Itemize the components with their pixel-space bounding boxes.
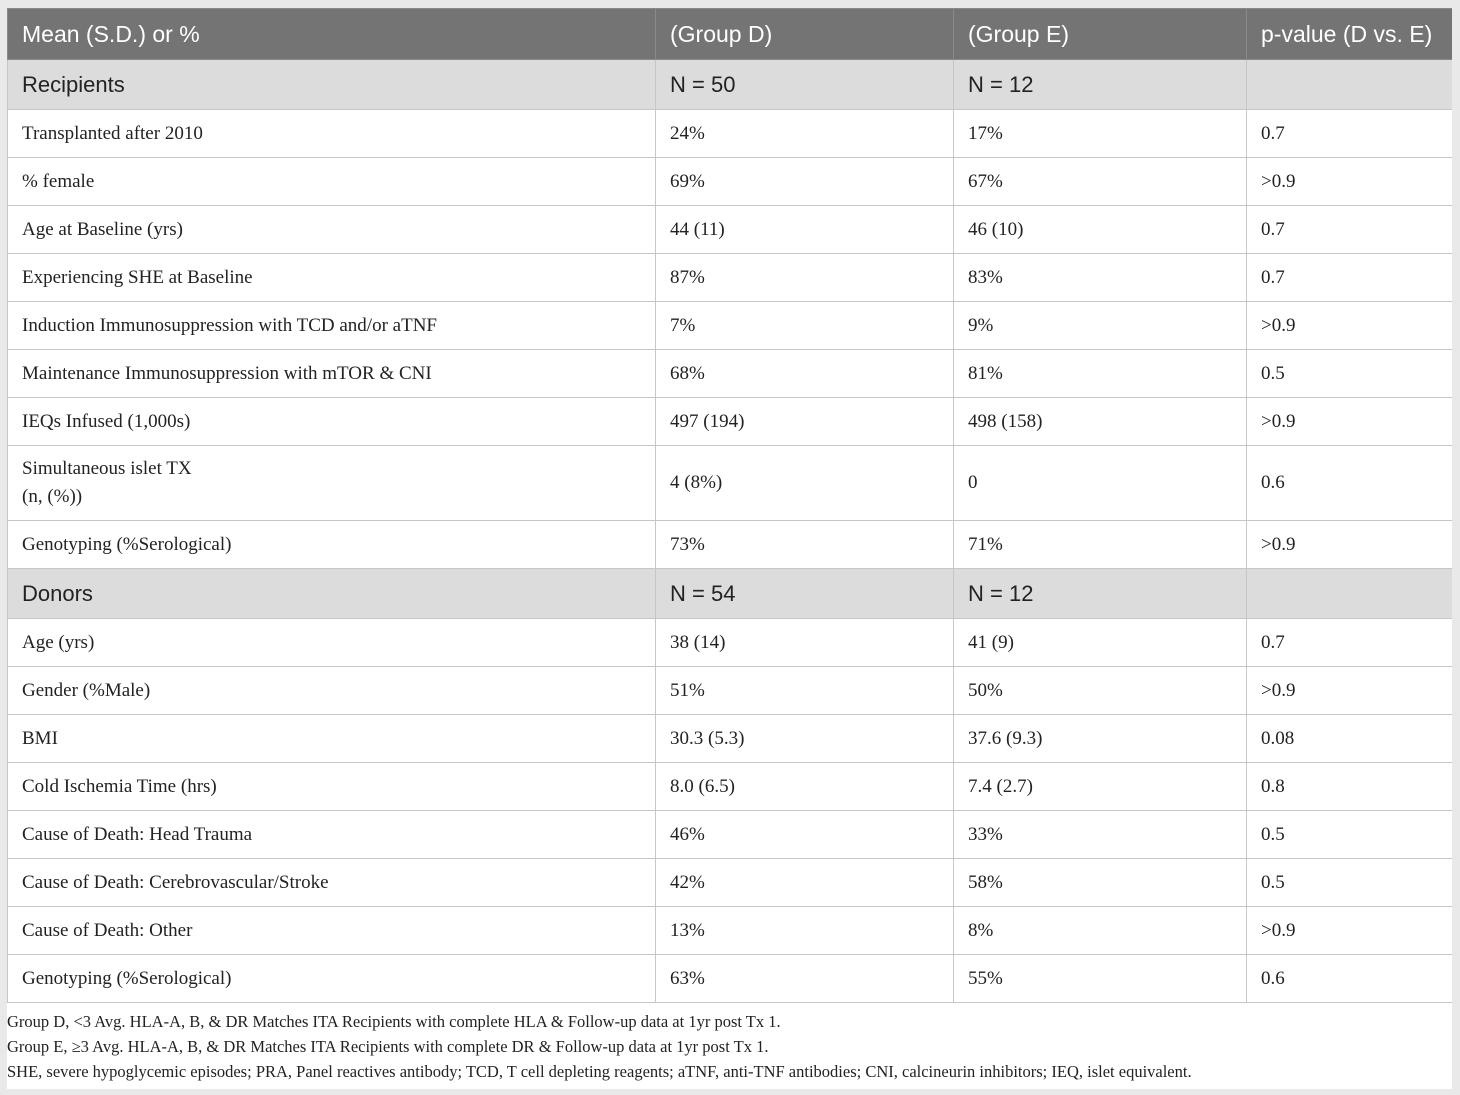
group-d-value: 73% xyxy=(656,521,954,569)
group-e-value: 41 (9) xyxy=(954,619,1247,667)
p-value: 0.7 xyxy=(1247,254,1453,302)
group-e-value: 55% xyxy=(954,955,1247,1003)
section-blank xyxy=(1247,569,1453,619)
group-d-value: 68% xyxy=(656,350,954,398)
header-row xyxy=(8,9,1453,60)
group-d-value: 46% xyxy=(656,811,954,859)
row-label: Induction Immunosuppression with TCD and/or aTNF xyxy=(8,302,656,350)
row-label: IEQs Infused (1,000s) xyxy=(8,398,656,446)
row-label: Experiencing SHE at Baseline xyxy=(8,254,656,302)
p-value: >0.9 xyxy=(1247,398,1453,446)
row-label: Gender (%Male) xyxy=(8,667,656,715)
row-label: % female xyxy=(8,158,656,206)
group-d-value: 87% xyxy=(656,254,954,302)
group-d-value: 13% xyxy=(656,907,954,955)
group-d-value: 51% xyxy=(656,667,954,715)
group-e-value: 17% xyxy=(954,110,1247,158)
group-e-value: 81% xyxy=(954,350,1247,398)
group-e-value: 71% xyxy=(954,521,1247,569)
table-row xyxy=(8,763,1453,811)
row-label: Maintenance Immunosuppression with mTOR & CNI xyxy=(8,350,656,398)
group-d-value: 44 (11) xyxy=(656,206,954,254)
group-d-value: 24% xyxy=(656,110,954,158)
table-row xyxy=(8,907,1453,955)
p-value: >0.9 xyxy=(1247,667,1453,715)
group-d-value: 63% xyxy=(656,955,954,1003)
p-value: >0.9 xyxy=(1247,521,1453,569)
header-p-value: p-value (D vs. E) xyxy=(1247,9,1453,60)
table-row xyxy=(8,158,1453,206)
table-row xyxy=(8,859,1453,907)
table-document xyxy=(7,8,1452,1089)
p-value: 0.8 xyxy=(1247,763,1453,811)
group-e-value: 7.4 (2.7) xyxy=(954,763,1247,811)
group-e-value: 0 xyxy=(954,446,1247,521)
section-n-group-e: N = 12 xyxy=(954,569,1247,619)
p-value: 0.7 xyxy=(1247,110,1453,158)
row-label: Cause of Death: Other xyxy=(8,907,656,955)
p-value: 0.6 xyxy=(1247,955,1453,1003)
group-e-value: 50% xyxy=(954,667,1247,715)
table-row xyxy=(8,619,1453,667)
section-n-group-d: N = 54 xyxy=(656,569,954,619)
header-measure: Mean (S.D.) or % xyxy=(8,9,656,60)
group-e-value: 498 (158) xyxy=(954,398,1247,446)
row-label-line-1: Simultaneous islet TX xyxy=(22,458,192,479)
group-e-value: 8% xyxy=(954,907,1247,955)
group-e-value: 46 (10) xyxy=(954,206,1247,254)
group-d-value: 38 (14) xyxy=(656,619,954,667)
table-row xyxy=(8,955,1453,1003)
p-value: >0.9 xyxy=(1247,907,1453,955)
footnote-abbreviations: SHE, severe hypoglycemic episodes; PRA, Panel reactives antibody; TCD, T cell depleting reagents; aTNF, anti-TNF antibodies; CNI, calcineurin inhibitors; IEQ, islet equivalent. xyxy=(7,1062,1192,1081)
row-label: Age (yrs) xyxy=(8,619,656,667)
table-row xyxy=(8,667,1453,715)
footnote-group-d: Group D, <3 Avg. HLA-A, B, & DR Matches ITA Recipients with complete HLA & Follow-up data at 1yr post Tx 1. xyxy=(7,1012,781,1031)
row-label: Cause of Death: Head Trauma xyxy=(8,811,656,859)
table-row-simultaneous-islet xyxy=(8,446,1453,521)
table-row xyxy=(8,302,1453,350)
table-row xyxy=(8,811,1453,859)
row-label: Cause of Death: Cerebrovascular/Stroke xyxy=(8,859,656,907)
p-value: 0.6 xyxy=(1247,446,1453,521)
footnote-group-e: Group E, ≥3 Avg. HLA-A, B, & DR Matches ITA Recipients with complete DR & Follow-up data at 1yr post Tx 1. xyxy=(7,1037,769,1056)
section-row-donors xyxy=(8,569,1453,619)
group-d-value: 42% xyxy=(656,859,954,907)
table-row xyxy=(8,350,1453,398)
row-label: Genotyping (%Serological) xyxy=(8,955,656,1003)
group-e-value: 58% xyxy=(954,859,1247,907)
table-footnotes xyxy=(7,1003,1452,1084)
section-n-group-d: N = 50 xyxy=(656,60,954,110)
p-value: >0.9 xyxy=(1247,158,1453,206)
group-d-value: 30.3 (5.3) xyxy=(656,715,954,763)
table-header xyxy=(8,9,1453,60)
row-label-line-2: (n, (%)) xyxy=(22,486,83,507)
group-d-value: 7% xyxy=(656,302,954,350)
row-label: Cold Ischemia Time (hrs) xyxy=(8,763,656,811)
group-d-value: 4 (8%) xyxy=(656,446,954,521)
row-label xyxy=(8,446,656,521)
section-label: Donors xyxy=(8,569,656,619)
section-n-group-e: N = 12 xyxy=(954,60,1247,110)
group-e-value: 67% xyxy=(954,158,1247,206)
p-value: 0.08 xyxy=(1247,715,1453,763)
section-blank xyxy=(1247,60,1453,110)
p-value: 0.5 xyxy=(1247,811,1453,859)
table-row xyxy=(8,206,1453,254)
comparison-table xyxy=(7,8,1452,1003)
group-d-value: 497 (194) xyxy=(656,398,954,446)
group-e-value: 37.6 (9.3) xyxy=(954,715,1247,763)
row-label: Age at Baseline (yrs) xyxy=(8,206,656,254)
group-d-value: 8.0 (6.5) xyxy=(656,763,954,811)
p-value: 0.5 xyxy=(1247,350,1453,398)
row-label: BMI xyxy=(8,715,656,763)
section-row-recipients xyxy=(8,60,1453,110)
p-value: 0.5 xyxy=(1247,859,1453,907)
row-label: Transplanted after 2010 xyxy=(8,110,656,158)
table-row xyxy=(8,254,1453,302)
table-row xyxy=(8,110,1453,158)
header-group-e: (Group E) xyxy=(954,9,1247,60)
table-row xyxy=(8,521,1453,569)
section-label: Recipients xyxy=(8,60,656,110)
group-e-value: 83% xyxy=(954,254,1247,302)
group-d-value: 69% xyxy=(656,158,954,206)
table-body xyxy=(8,60,1453,1003)
group-e-value: 33% xyxy=(954,811,1247,859)
header-group-d: (Group D) xyxy=(656,9,954,60)
p-value: 0.7 xyxy=(1247,619,1453,667)
group-e-value: 9% xyxy=(954,302,1247,350)
p-value: >0.9 xyxy=(1247,302,1453,350)
table-row xyxy=(8,398,1453,446)
table-row xyxy=(8,715,1453,763)
p-value: 0.7 xyxy=(1247,206,1453,254)
row-label: Genotyping (%Serological) xyxy=(8,521,656,569)
